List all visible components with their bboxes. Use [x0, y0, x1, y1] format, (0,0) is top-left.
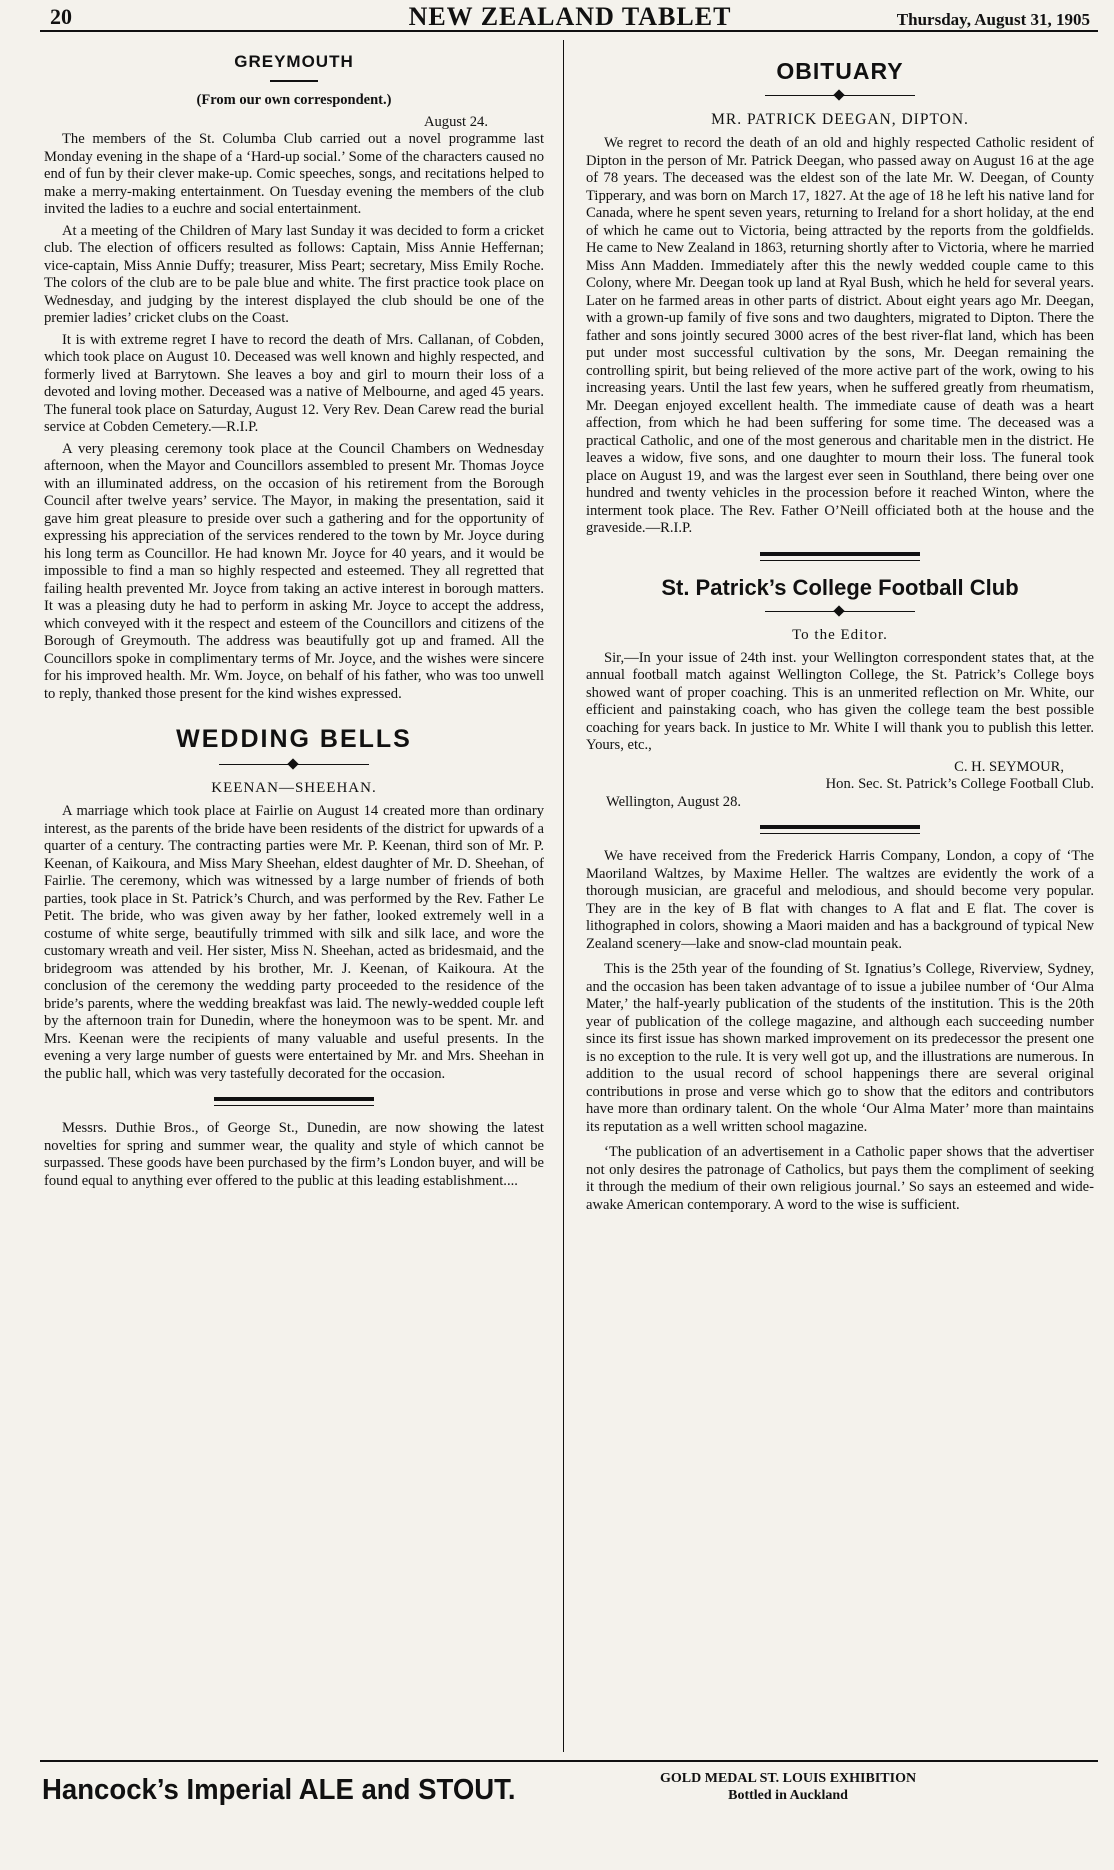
exhibition-line-1: GOLD MEDAL ST. LOUIS EXHIBITION: [660, 1771, 917, 1786]
ale-advert: Hancock’s Imperial ALE and STOUT.: [42, 1774, 516, 1806]
duthie-para: Messrs. Duthie Bros., of George St., Dunedin, are now showing the latest novelties for spring and summer wear, the quality and style of which cannot be surpassed. These goods have been purchased by the firm’s London buyer, and will be found equal to anything ever offered to the public at this leading establishment....: [44, 1120, 544, 1189]
greymouth-date: August 24.: [423, 113, 488, 130]
heading-rule: [270, 80, 318, 82]
left-column: [44, 40, 544, 1750]
issue-date: Thursday, August 31, 1905: [896, 10, 1090, 29]
signature-place: Wellington, August 28.: [606, 793, 742, 810]
greymouth-para-3: It is with extreme regret I have to record the death of Mrs. Callanan, of Cobden, which took place on August 10. Deceased was well known and highly respected, and formerly lived at Barrytown. She leaves a boy and girl to mourn their loss of a devoted and loving mother. Deceased was a native of Melbourne, and aged 45 years. The funeral took place on Saturday, August 12. Very Rev. Dean Carew read the burial service at Cobden Cemetery.—R.I.P.: [44, 331, 544, 435]
football-para: Sir,—In your issue of 24th inst. your Wellington correspondent states that, at the annual football match against Wellington College, the St. Patrick’s College boys showed want of proper coaching. This is an unmerited reflection on Mr. White, our efficient and painstaking coach, who has given the college team the best possible coaching for years back. In justice to Mr. White I will thank you to publish this letter. Yours, etc.,: [586, 649, 1094, 753]
section-rule-thin: [214, 1105, 374, 1106]
correspondent-line: (From our own correspondent.): [196, 92, 392, 108]
signature-name: C. H. SEYMOUR,: [954, 758, 1064, 775]
advert-para: ‘The publication of an advertisement in a Catholic paper shows that the advertiser not only desires the patronage of Catholics, but pays them the compliment of seeking it through the medium of their own religious journal.’ So says an esteemed and wide-awake American contemporary. A word to the wise is sufficient.: [586, 1144, 1094, 1213]
football-subtitle: To the Editor.: [792, 626, 888, 643]
greymouth-para-2: At a meeting of the Children of Mary last Sunday it was decided to form a cricket club. The election of officers resulted as follows: Captain, Miss Annie Heffernan; vice-captain, Miss Annie Duffy; treasurer, Miss Peart; secretary, Miss Emily Roche. The colors of the club are to be pale blue and white. The first practice took place on Wednesday, and judging by the interest displayed the club should be one of the premier ladies’ cricket clubs on the Coast.: [44, 222, 544, 326]
wedding-subtitle: KEENAN—SHEEHAN.: [211, 780, 377, 796]
footer: [40, 1760, 1098, 1806]
masthead-rule: [40, 30, 1098, 32]
column-divider: [563, 40, 564, 1752]
obituary-para: We regret to record the death of an old and highly respected Catholic resident of Dipton in the person of Mr. Patrick Deegan, who passed away on August 16 at the age of 78 years. The deceased was the eldest son of the late Mr. W. Deegan, of County Tipperary, and was born on March 17, 1827. At the age of 18 he left his native land for Canada, where he spent seven years, returning to Ireland for a short holiday, at the end of which he came out to Victoria, being attracted by the reports from the goldfields. He came to New Zealand in 1863, returning shortly after to Victoria, where he married Miss Ann Madden. Immediately after this the newly wedded couple came to this Colony, where Mr. Deegan took up land at Ryal Bush, which he held for several years. Later on he farmed areas in other parts of district. About eight years ago Mr. Deegan, with a grown-up family of five sons and two daughters, migrated to Dipton. There the father and sons jointly secured 3000 acres of the best river-flat land, which has been put under most successful cultivation by the sons, Mr. Deegan remaining the controlling spirit, but being relieved of the more active part of the work, owing to his increasing years. Until the last few years, when he suffered greatly from rheumatism, Mr. Deegan enjoyed excellent health. The immediate cause of death was a heart affection, from which he had been suffering for some time. The deceased was a practical Catholic, and one of the most generous and charitable men in the district. He leaves a widow, five sons, and one daughter to mourn their loss. The funeral took place on August 19, and was the largest ever seen in Southland, there being over one hundred and twenty vehicles in the procession before it reached Winton, where the interment took place. The Rev. Father O’Neill officiated both at the house and the graveside.—R.I.P.: [586, 135, 1094, 536]
ornament-rule: [765, 607, 915, 617]
obituary-heading: OBITUARY: [776, 58, 904, 84]
waltzes-para: We have received from the Frederick Harris Company, London, a copy of ‘The Maoriland Waltzes, by Maxime Heller. The waltzes are evidently the work of a thorough musician, are graceful and melodious, and should become very popular. They are in the key of B flat with changes to A flat and E flat. The cover is lithographed in colors, showing a Maori maiden and has a background of typical New Zealand scenery—lake and snow-clad mountain peak.: [586, 848, 1094, 952]
greymouth-para-4: A very pleasing ceremony took place at the Council Chambers on Wednesday afternoon, when the Mayor and Councillors assembled to present Mr. Thomas Joyce with an illuminated address, on the occasion of his retirement from the Borough Council after twelve years’ service. The Mayor, in making the presentation, said it gave him great pleasure to preside over such a gathering and for the opportunity of expressing his appreciation of the services rendered to the town by Mr. Joyce during his long term as Councillor. He had known Mr. Joyce for 40 years, and it would be impossible to find a man so highly respected and esteemed. They all regretted that failing health prevented Mr. Joyce from taking an active interest in borough matters. It was a pleasing duty he had to perform in asking Mr. Joyce to accept the address, which conveyed with it the respect and esteem of the Councillors and citizens of the Borough of Greymouth. The address was beautifully got up and framed. All the Councillors spoke in complimentary terms of Mr. Joyce, and the wishes were sincere for his improved health. Mr. Wm. Joyce, on behalf of his father, who was too unwell to reply, thanked those present for the kind wishes expressed.: [44, 440, 544, 702]
obituary-subtitle: MR. PATRICK DEEGAN, DIPTON.: [711, 111, 969, 128]
section-rule: [760, 825, 920, 829]
wedding-para: A marriage which took place at Fairlie on August 14 created more than ordinary interest, as the parents of the bride have been residents of the district for upwards of a quarter of a century. The contracting parties were Mr. P. Keenan, third son of Mr. P. Keenan, of Kaikoura, and Miss Mary Sheehan, eldest daughter of Mr. D. Sheehan, of Fairlie. The ceremony, which was witnessed by a large number of friends of both parties, took place in St. Patrick’s Church, and was performed by the Rev. Father Le Petit. The bride, who was given away by her father, looked extremely well in a costume of white serge, beautifully trimmed with silk and silk lace, and wore the customary wreath and veil. Her sister, Miss N. Sheehan, acted as bridesmaid, and the bridegroom was attended by his brother, Mr. J. Keenan, of Kaikoura. At the conclusion of the ceremony the wedding party proceeded to the residence of the bride’s parents, where the wedding breakfast was laid. The newly-wedded couple left by the afternoon train for Dunedin, where the honeymoon was to be spent. Mr. and Mrs. Keenan were the recipients of many valuable and useful presents. In the evening a very large number of guests were entertained by Mr. and Mrs. Sheehan in the public hall, which was very tastefully decorated for the occasion.: [44, 803, 544, 1082]
page-number: 20: [50, 4, 72, 29]
right-column: [586, 40, 1094, 1750]
greymouth-para-1: The members of the St. Columba Club carried out a novel programme last Monday evening in the shape of a ‘Hard-up social.’ Some of the characters caused no end of fun by their clever make-up. Comic speeches, songs, and recitations helped to make a merry-making entertainment. On Tuesday evening the members of the club invited the ladies to a euchre and social entertainment.: [44, 131, 544, 217]
footer-rule: [40, 1760, 1098, 1762]
section-rule-thin: [760, 560, 920, 561]
section-rule: [760, 552, 920, 556]
football-heading: St. Patrick’s College Football Club: [661, 574, 1019, 600]
ornament-rule: [765, 91, 915, 101]
exhibition-advert: [660, 1770, 916, 1804]
exhibition-line-2: Bottled in Auckland: [728, 1788, 848, 1803]
paper-title: NEW ZEALAND TABLET: [408, 2, 732, 31]
greymouth-heading: GREYMOUTH: [234, 52, 354, 71]
riverview-para: This is the 25th year of the founding of St. Ignatius’s College, Riverview, Sydney, and the occasion has been taken advantage of to issue a jubilee number of ‘Our Alma Mater,’ the half-yearly publication of the students of the institution. This is the 20th year of publication of the college magazine, and although each succeeding number since its first issue has shown marked improvement on its predecessor the present one is no exception to the rule. It is very well got up, and the illustrations are numerous. In addition to the usual record of school happenings there are several original contributions in prose and verse which go to show that the editors and contributors have more than ordinary talent. On the whole ‘Our Alma Mater’ more than maintains its reputation as a well written school magazine.: [586, 961, 1094, 1135]
section-rule-thin: [760, 833, 920, 834]
signature-title: Hon. Sec. St. Patrick’s College Football Club.: [825, 776, 1094, 792]
ornament-rule: [219, 760, 369, 770]
wedding-heading: WEDDING BELLS: [176, 725, 412, 753]
section-rule: [214, 1097, 374, 1101]
masthead: [40, 0, 1100, 34]
